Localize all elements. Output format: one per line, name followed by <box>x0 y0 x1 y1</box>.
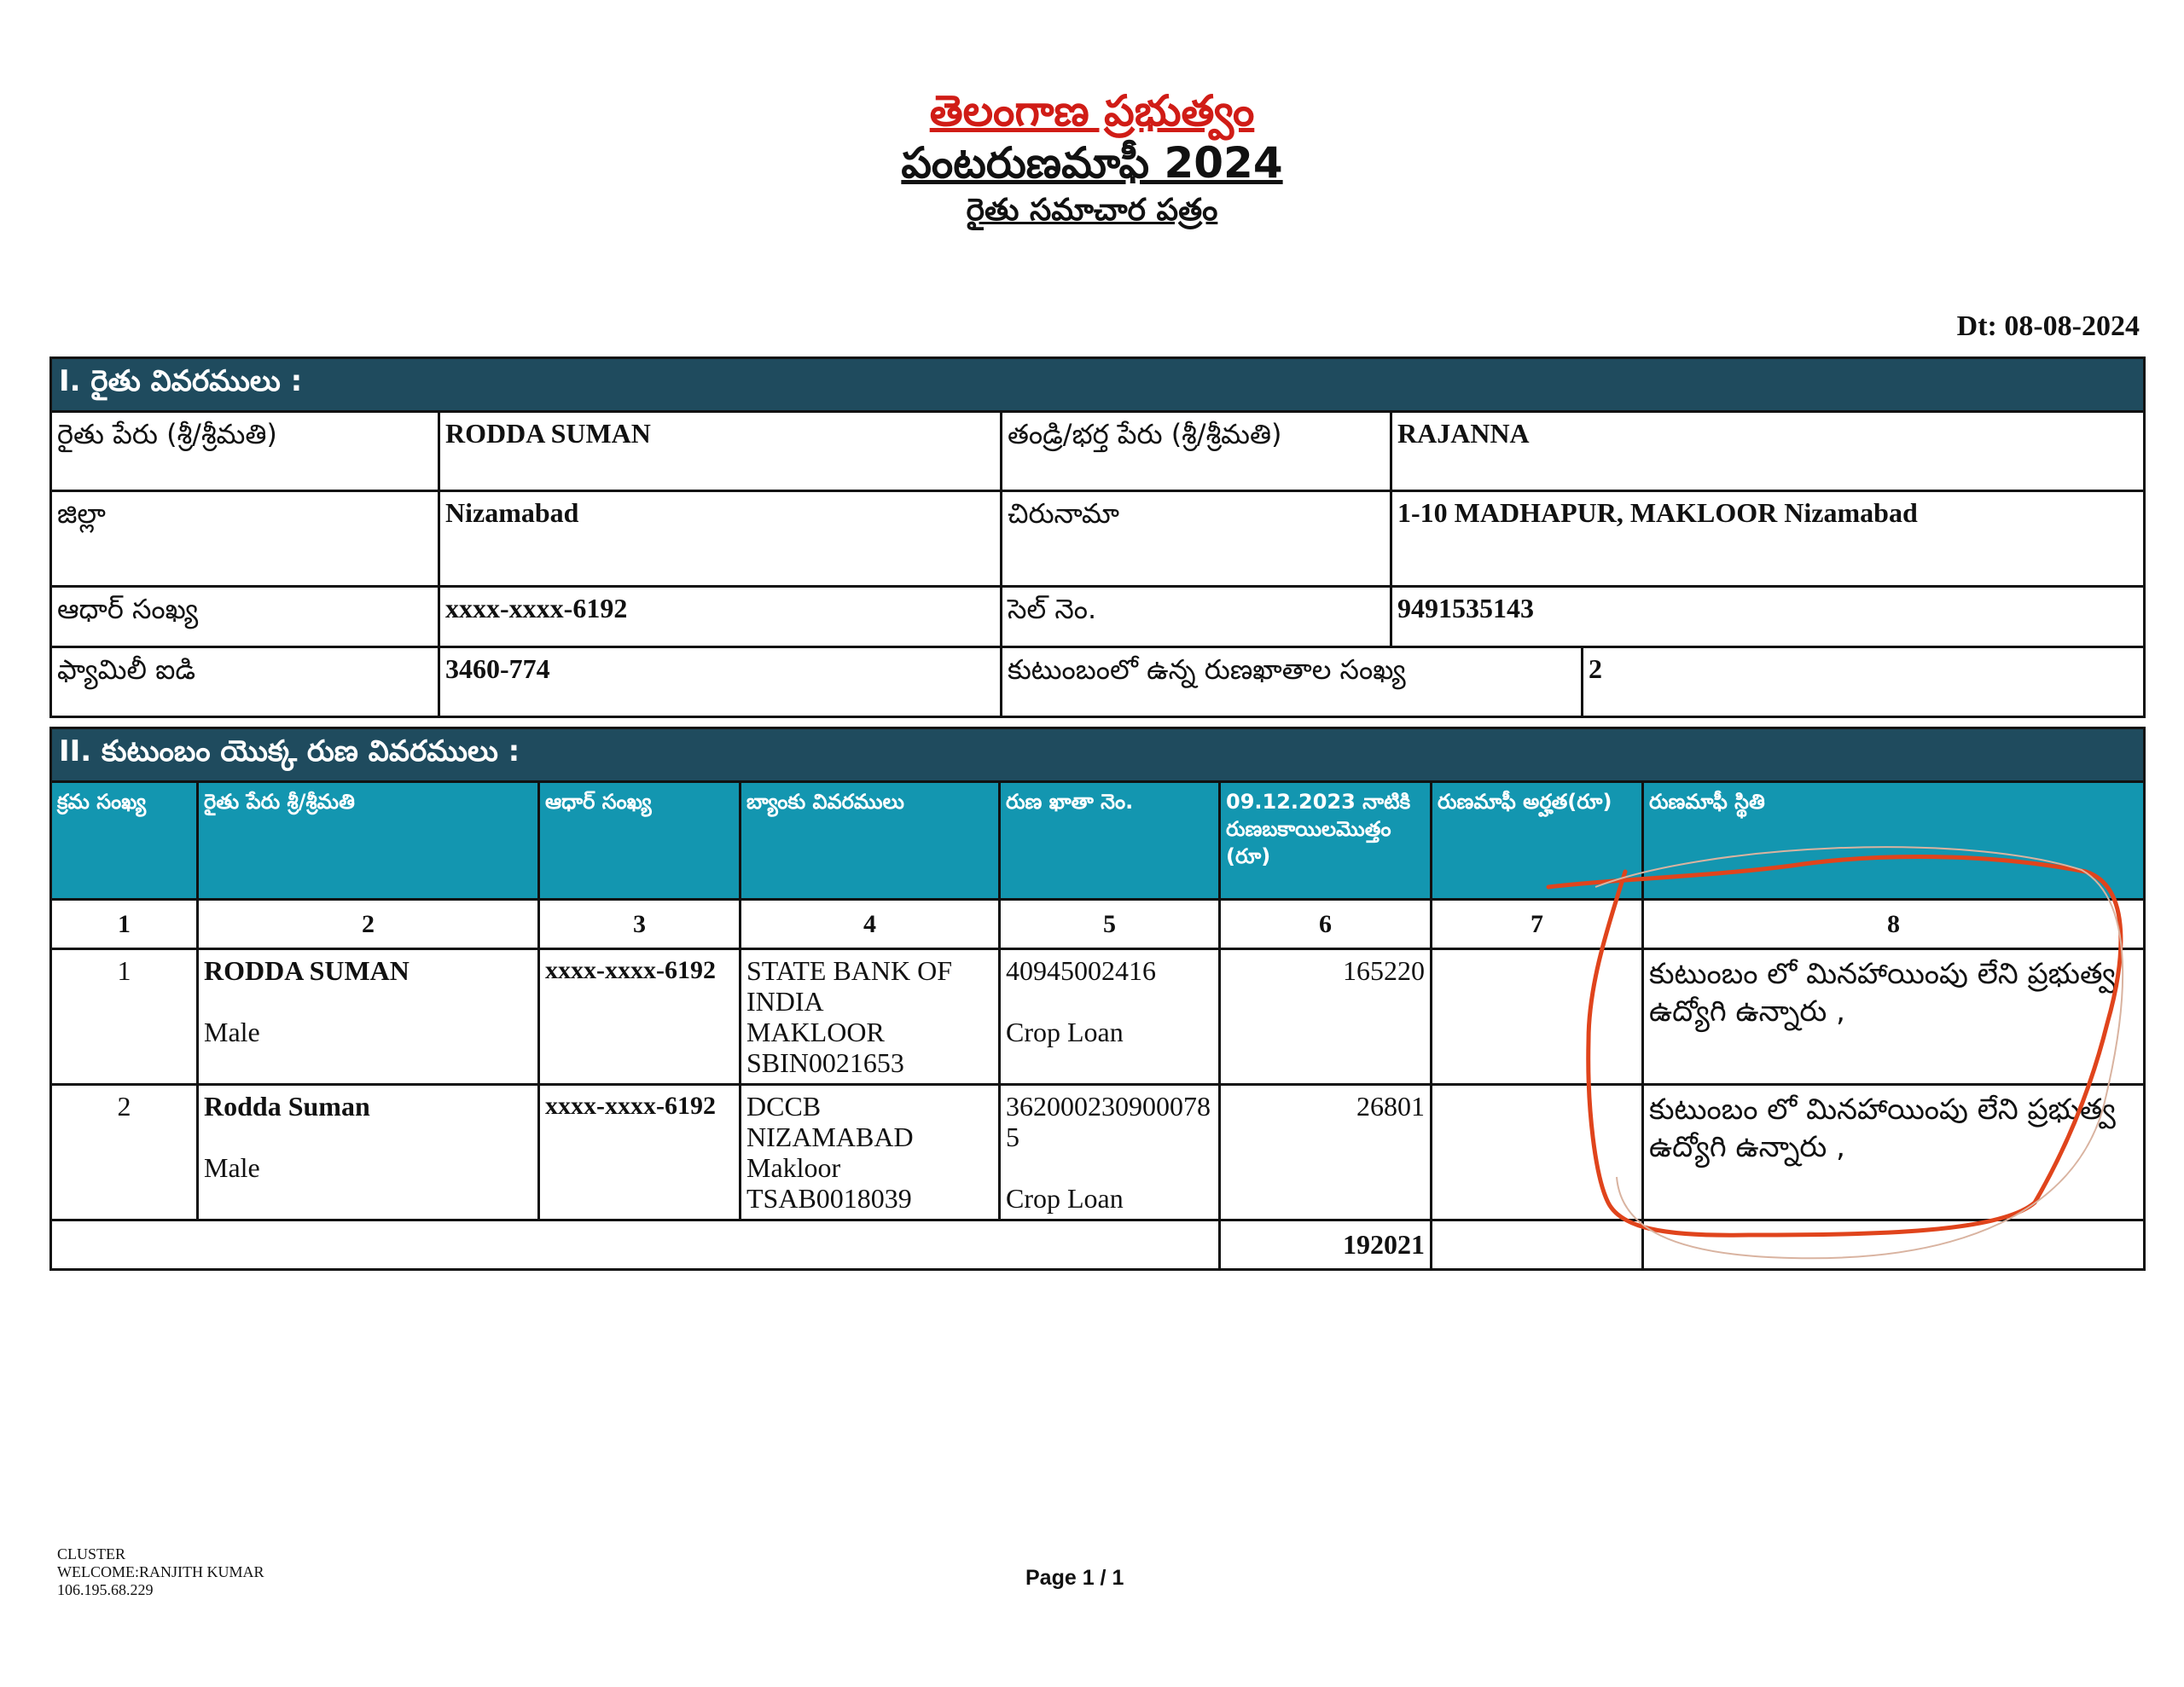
col-header-farmer-name: రైతు పేరు శ్రీ/శ్రీమతి <box>198 782 539 900</box>
row-eligible <box>1432 949 1643 1085</box>
column-number-row <box>51 900 2145 949</box>
loan-count-label: కుటుంబంలో ఉన్న రుణఖాతాల సంఖ్య <box>1002 647 1583 717</box>
bank-line: INDIA <box>746 986 824 1017</box>
col-number: 6 <box>1220 900 1432 949</box>
address-value: 1-10 MADHAPUR, MAKLOOR Nizamabad <box>1391 491 2145 587</box>
table-row <box>51 949 2145 1085</box>
cell-value: 9491535143 <box>1391 587 2145 647</box>
account-number: 362000230900078 <box>1006 1091 1211 1122</box>
aadhaar-value: xxxx-xxxx-6192 <box>439 587 1002 647</box>
row-sno: 1 <box>51 949 198 1085</box>
document-header <box>0 85 2184 232</box>
col-header-bank: బ్యాంకు వివరములు <box>741 782 1000 900</box>
loan-count-value: 2 <box>1583 647 2145 717</box>
footer-welcome: WELCOME:RANJITH KUMAR <box>57 1563 264 1580</box>
col-number: 4 <box>741 900 1000 949</box>
col-header-status: రుణమాఫీ స్థితి <box>1643 782 2145 900</box>
district-value: Nizamabad <box>439 491 1002 587</box>
row-aadhaar: xxxx-xxxx-6192 <box>539 949 741 1085</box>
col-number: 7 <box>1432 900 1643 949</box>
row-outstanding: 165220 <box>1220 949 1432 1085</box>
district-label: జిల్లా <box>51 491 439 587</box>
document-title: రైతు సమాచార పత్రం <box>966 193 1218 228</box>
loan-details-table <box>49 727 2146 1271</box>
row-aadhaar: xxxx-xxxx-6192 <box>539 1085 741 1220</box>
bank-line: Makloor <box>746 1152 841 1183</box>
row-status: కుటుంబం లో మినహాయింపు లేని ప్రభుత్వ ఉద్యోగి ఉన్నారు , <box>1643 949 2145 1085</box>
col-header-sno: క్రమ సంఖ్య <box>51 782 198 900</box>
row-account <box>1000 949 1220 1085</box>
col-number: 8 <box>1643 900 2145 949</box>
footer-ip: 106.195.68.229 <box>57 1581 154 1598</box>
total-status <box>1643 1220 2145 1270</box>
document-date: Dt: 08-08-2024 <box>1956 310 2140 342</box>
footer-cluster: CLUSTER <box>57 1545 126 1562</box>
row-account <box>1000 1085 1220 1220</box>
loan-type: Crop Loan <box>1006 1183 1124 1214</box>
account-number: 40945002416 <box>1006 955 1156 986</box>
loan-type: Crop Loan <box>1006 1017 1124 1047</box>
father-name-label: తండ్రి/భర్త పేరు (శ్రీ/శ్రీమతి) <box>1002 412 1391 491</box>
total-outstanding: 192021 <box>1220 1220 1432 1270</box>
row-gender: Male <box>204 1017 260 1047</box>
col-number: 3 <box>539 900 741 949</box>
bank-line: DCCB <box>746 1091 822 1122</box>
row-gender: Male <box>204 1152 260 1183</box>
cell-label: సెల్ నెం. <box>1002 587 1391 647</box>
bank-line: SBIN0021653 <box>746 1047 904 1078</box>
bank-line: MAKLOOR <box>746 1017 885 1047</box>
account-number-cont: 5 <box>1006 1122 1019 1152</box>
page-number: Page 1 / 1 <box>1025 1566 1124 1590</box>
row-bank <box>741 949 1000 1085</box>
col-number: 5 <box>1000 900 1220 949</box>
section2-title: II. కుటుంబం యొక్క రుణ వివరములు : <box>51 728 2145 782</box>
column-header-row <box>51 782 2145 900</box>
col-number: 2 <box>198 900 539 949</box>
row-farmer <box>198 949 539 1085</box>
total-eligible <box>1432 1220 1643 1270</box>
family-id-value: 3460-774 <box>439 647 1002 717</box>
govt-title: తెలంగాణ ప్రభుత్వం <box>929 86 1255 136</box>
row-outstanding: 26801 <box>1220 1085 1432 1220</box>
col-header-aadhaar: ఆధార్ సంఖ్య <box>539 782 741 900</box>
bank-line: STATE BANK OF <box>746 955 953 986</box>
aadhaar-label: ఆధార్ సంఖ్య <box>51 587 439 647</box>
row-farmer-name: RODDA SUMAN <box>204 955 410 986</box>
bank-line: TSAB0018039 <box>746 1183 912 1214</box>
row-farmer <box>198 1085 539 1220</box>
bank-line: NIZAMABAD <box>746 1122 914 1152</box>
col-header-outstanding: 09.12.2023 నాటికి రుణబకాయిలమొత్తం (రూ) <box>1220 782 1432 900</box>
address-label: చిరునామా <box>1002 491 1391 587</box>
col-number: 1 <box>51 900 198 949</box>
farmer-name-label: రైతు పేరు (శ్రీ/శ్రీమతి) <box>51 412 439 491</box>
total-row <box>51 1220 2145 1270</box>
section1-title: I. రైతు వివరములు : <box>51 358 2145 412</box>
father-name-value: RAJANNA <box>1391 412 2145 491</box>
farmer-name-value: RODDA SUMAN <box>439 412 1002 491</box>
scheme-title: పంటరుణమాఫీ 2024 <box>901 138 1283 188</box>
total-blank <box>51 1220 1220 1270</box>
row-eligible <box>1432 1085 1643 1220</box>
table-row <box>51 1085 2145 1220</box>
row-status: కుటుంబం లో మినహాయింపు లేని ప్రభుత్వ ఉద్యోగి ఉన్నారు , <box>1643 1085 2145 1220</box>
row-farmer-name: Rodda Suman <box>204 1091 370 1122</box>
footer-user-info <box>57 1545 264 1599</box>
col-header-account: రుణ ఖాతా నెం. <box>1000 782 1220 900</box>
row-sno: 2 <box>51 1085 198 1220</box>
col-header-eligible: రుణమాఫీ అర్హత(రూ) <box>1432 782 1643 900</box>
family-id-label: ఫ్యామిలీ ఐడి <box>51 647 439 717</box>
row-bank <box>741 1085 1000 1220</box>
farmer-details-table <box>49 357 2146 718</box>
